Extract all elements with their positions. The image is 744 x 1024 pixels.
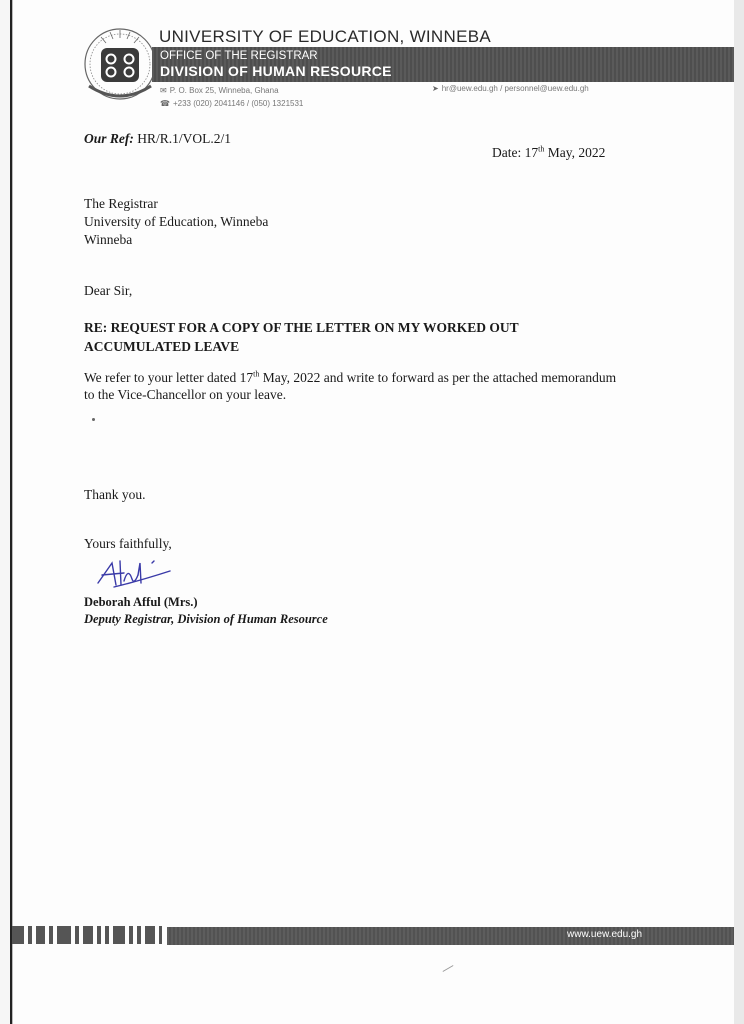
postal-address: ✉ P. O. Box 25, Winneba, Ghana xyxy=(160,86,279,95)
valediction: Yours faithfully, xyxy=(84,536,172,551)
phone-icon: ☎ xyxy=(160,99,170,108)
subject-heading: RE: REQUEST FOR A COPY OF THE LETTER ON MY WORKED OUT ACCUMULATED LEAVE xyxy=(84,320,519,354)
reference-label: Our Ref: xyxy=(84,131,134,146)
reference-line xyxy=(84,130,231,148)
footer-website: www.uew.edu.gh xyxy=(567,929,643,940)
recipient-line: The Registrar xyxy=(84,196,158,211)
recipient-line: Winneba xyxy=(84,232,133,247)
scan-edge xyxy=(734,0,744,1024)
footer-barcode-pattern xyxy=(12,926,162,944)
phone-numbers: ☎ +233 (020) 2041146 / (050) 1321531 xyxy=(160,99,304,108)
signatory-title: Deputy Registrar, Division of Human Resource xyxy=(84,612,328,626)
footer-banner xyxy=(167,927,734,945)
mail-icon: ✉ xyxy=(160,86,167,95)
salutation: Dear Sir, xyxy=(84,283,133,298)
office-name: OFFICE OF THE REGISTRAR xyxy=(160,50,318,62)
handwritten-signature xyxy=(94,557,174,595)
scan-mark xyxy=(443,965,454,972)
recipient-address xyxy=(84,195,268,249)
division-name: DIVISION OF HUMAN RESOURCE xyxy=(160,63,392,79)
letter-page xyxy=(10,0,734,1024)
university-crest-logo xyxy=(77,24,163,104)
reference-value: HR/R.1/VOL.2/1 xyxy=(137,131,232,146)
university-name: UNIVERSITY OF EDUCATION, WINNEBA xyxy=(159,27,492,46)
body-paragraph: We refer to your letter dated 17th May, 2022 and write to forward as per the attached memorandum to the Vice-Chancellor on your leave. xyxy=(84,369,617,402)
scan-speck xyxy=(92,418,95,421)
send-icon: ➤ xyxy=(432,84,439,93)
thanks-line: Thank you. xyxy=(84,487,146,502)
letter-date: Date: 17th May, 2022 xyxy=(492,144,606,160)
signatory-name: Deborah Afful (Mrs.) xyxy=(84,595,198,609)
recipient-line: University of Education, Winneba xyxy=(84,214,269,229)
email-addresses: ➤ hr@uew.edu.gh / personnel@uew.edu.gh xyxy=(432,84,589,93)
